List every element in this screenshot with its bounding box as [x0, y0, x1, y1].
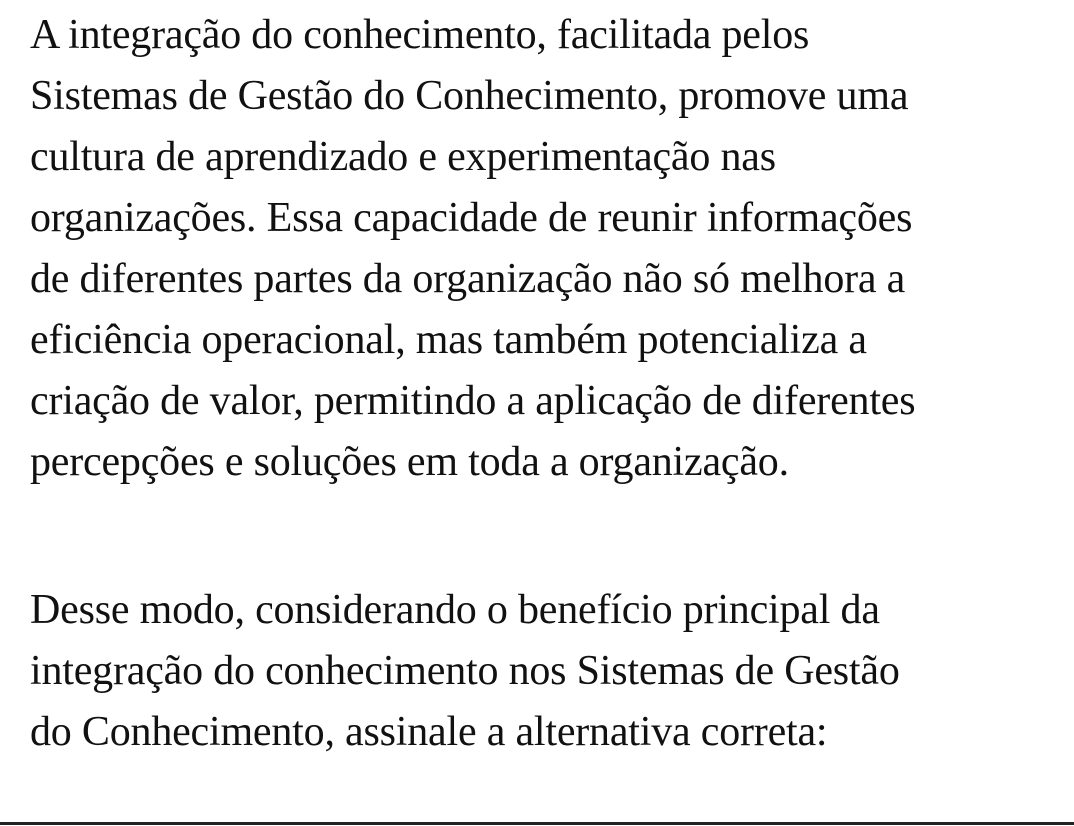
text-line: integração do conhecimento nos Sistemas de Gestão [30, 648, 900, 694]
text-line: de diferentes partes da organização não só melhora a [30, 256, 906, 302]
text-line: Sistemas de Gestão do Conhecimento, promove uma [30, 73, 909, 119]
text-line: percepções e soluções em toda a organização. [30, 439, 789, 485]
text-line: eficiência operacional, mas também potencializa a [30, 317, 867, 363]
text-line: organizações. Essa capacidade de reunir informações [30, 195, 913, 241]
text-line: do Conhecimento, assinale a alternativa correta: [30, 709, 828, 755]
context-paragraph [30, 5, 915, 493]
text-line: Desse modo, considerando o benefício principal da [30, 587, 880, 633]
text-line: criação de valor, permitindo a aplicação de diferentes [30, 378, 916, 424]
prompt-paragraph [30, 580, 900, 763]
text-line: A integração do conhecimento, facilitada pelos [30, 12, 810, 58]
text-line: cultura de aprendizado e experimentação nas [30, 134, 776, 180]
bottom-divider [0, 822, 1074, 825]
